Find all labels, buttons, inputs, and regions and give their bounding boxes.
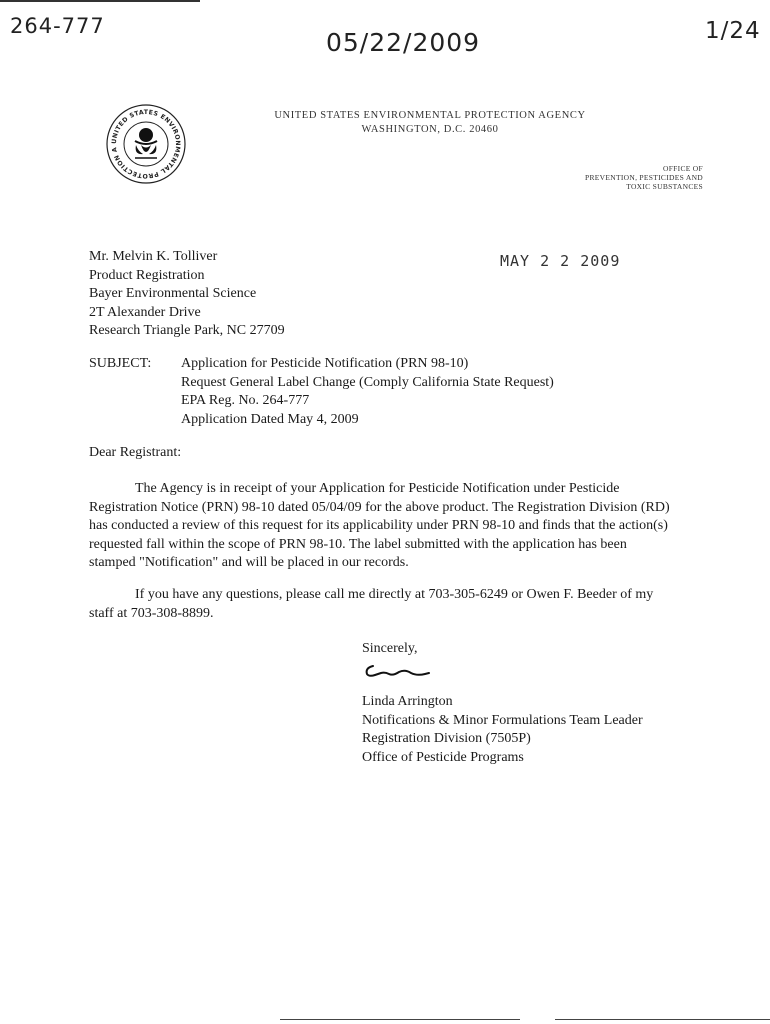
body-paragraph-2: If you have any questions, please call me directly at 703-305-6249 or Owen F. Beeder of my staff at 703-308-8899. (89, 587, 654, 621)
office-line-3: TOXIC SUBSTANCES (626, 182, 703, 191)
bottom-rule-left (280, 1019, 520, 1020)
recipient-street: 2T Alexander Drive (89, 304, 201, 320)
agency-header (240, 109, 620, 137)
closing: Sincerely, (362, 641, 418, 656)
recipient-title: Product Registration (89, 267, 205, 283)
top-rule (0, 0, 200, 2)
office-line-1: OFFICE OF (662, 164, 703, 173)
svg-text:UNITED STATES ENVIRONMENTAL PR: UNITED STATES ENVIRONMENTAL PROTECTION A (110, 108, 182, 180)
signer-title: Notifications & Minor Formulations Team Leader (362, 712, 643, 728)
handwritten-date: 05/22/2009 (326, 28, 481, 57)
bottom-rule-right (555, 1019, 770, 1020)
handwritten-reg-no: 264-777 (10, 14, 105, 38)
signer-division: Registration Division (7505P) (362, 731, 531, 746)
signer-name: Linda Arrington (362, 694, 453, 709)
agency-name: UNITED STATES ENVIRONMENTAL PROTECTION AGENCY (274, 110, 586, 121)
office-block (520, 164, 703, 191)
recipient-address (89, 248, 285, 341)
agency-address: WASHINGTON, D.C. 20460 (361, 124, 499, 135)
body-paragraph-1: The Agency is in receipt of your Application for Pesticide Notification under Pesticide Registration Notice (PRN) 98-10 dated 05/04/09 for the above product. The Registration Division (RD) has conducted a review of this request for its applicability under PRN 98-10 and finds that the action(s) requested fall within the scope of PRN 98-10. The label submitted with the application has been stamped "Notification" and will be placed in our records. (89, 481, 670, 570)
subject-line-3: EPA Reg. No. 264-777 (181, 393, 310, 408)
handwritten-signature (363, 660, 433, 682)
recipient-company: Bayer Environmental Science (89, 286, 257, 301)
recipient-city: Research Triangle Park, NC 27709 (89, 323, 285, 338)
subject-block (181, 355, 554, 429)
subject-line-4: Application Dated May 4, 2009 (181, 411, 359, 427)
recipient-name: Mr. Melvin K. Tolliver (89, 249, 218, 264)
office-line-2: PREVENTION, PESTICIDES AND (584, 173, 703, 182)
subject-line-2: Request General Label Change (Comply California State Request) (181, 374, 554, 390)
epa-seal-logo (105, 103, 187, 185)
handwritten-page-number: 1/24 (705, 18, 761, 44)
signer-block (362, 693, 643, 767)
signer-office: Office of Pesticide Programs (362, 749, 524, 765)
subject-line-1: Application for Pesticide Notification (PRN 98-10) (181, 356, 469, 371)
subject-label: SUBJECT: (89, 356, 152, 371)
salutation: Dear Registrant: (89, 445, 182, 460)
date-stamp: MAY 2 2 2009 (500, 252, 621, 270)
